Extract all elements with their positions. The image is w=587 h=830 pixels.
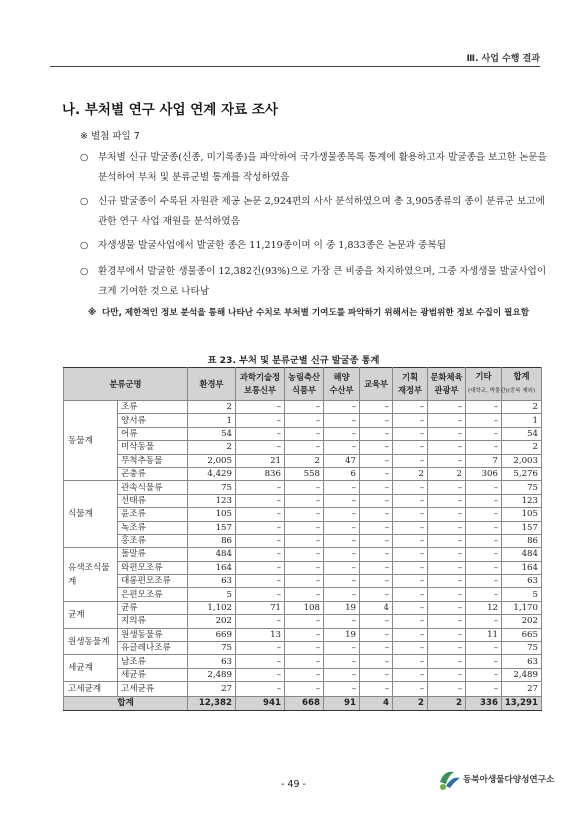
total-row — [64, 697, 542, 710]
total-value-cell: 336 — [466, 697, 502, 710]
category-cell: 녹조류 — [118, 521, 188, 534]
value-cell: – — [466, 642, 502, 655]
value-cell: – — [393, 601, 428, 614]
value-cell: – — [360, 628, 393, 641]
table-row — [64, 521, 542, 534]
category-cell: 대롱편모조류 — [118, 575, 188, 588]
value-cell: – — [236, 494, 285, 507]
attachment-note: ※ 별첨 파일 7 — [80, 131, 140, 142]
value-cell: – — [236, 668, 285, 681]
value-cell: 164 — [502, 561, 542, 574]
value-cell: – — [236, 401, 285, 414]
table-row — [64, 467, 542, 480]
value-cell: 2,003 — [502, 454, 542, 467]
total-value-cell: 2 — [428, 697, 466, 710]
total-value-cell: 941 — [236, 697, 285, 710]
value-cell: – — [285, 575, 324, 588]
value-cell: 2,489 — [502, 668, 542, 681]
value-cell: 19 — [324, 601, 360, 614]
value-cell: – — [360, 668, 393, 681]
value-cell: 27 — [502, 682, 542, 697]
value-cell: – — [285, 414, 324, 427]
value-cell: – — [360, 467, 393, 480]
value-cell: – — [285, 628, 324, 641]
value-cell: 836 — [236, 467, 285, 480]
value-cell: – — [393, 454, 428, 467]
value-cell: 669 — [188, 628, 236, 641]
value-cell: 2 — [188, 401, 236, 414]
value-cell: – — [236, 575, 285, 588]
value-cell: – — [428, 682, 466, 697]
value-cell: – — [324, 668, 360, 681]
limitation-note — [88, 305, 548, 323]
value-cell: – — [466, 655, 502, 668]
value-cell: 2 — [285, 454, 324, 467]
bullet-3 — [80, 236, 550, 256]
value-cell: – — [360, 508, 393, 521]
value-cell: – — [285, 427, 324, 440]
value-cell: 47 — [324, 454, 360, 467]
table-row — [64, 642, 542, 655]
value-cell: – — [466, 548, 502, 561]
value-cell: 54 — [188, 427, 236, 440]
value-cell: 5 — [502, 588, 542, 601]
value-cell: – — [393, 548, 428, 561]
value-cell: – — [236, 561, 285, 574]
value-cell: – — [360, 454, 393, 467]
value-cell: – — [393, 575, 428, 588]
group-name-cell: 유색조식물계 — [64, 548, 118, 602]
value-cell: 75 — [502, 642, 542, 655]
header-moe: 교육부 — [360, 368, 393, 401]
value-cell: 75 — [188, 642, 236, 655]
value-cell: 21 — [236, 454, 285, 467]
table-row — [64, 481, 542, 494]
value-cell: – — [466, 521, 502, 534]
value-cell: – — [285, 561, 324, 574]
value-cell: – — [360, 682, 393, 697]
header-rule — [50, 66, 540, 67]
header-mof: 해양 수산부 — [324, 368, 360, 401]
value-cell: – — [324, 548, 360, 561]
category-cell: 관속식물류 — [118, 481, 188, 494]
category-cell: 은편모조류 — [118, 588, 188, 601]
value-cell: – — [236, 521, 285, 534]
value-cell: 7 — [466, 454, 502, 467]
header-mafra: 농림축산 식품부 — [285, 368, 324, 401]
value-cell: – — [324, 427, 360, 440]
table-row — [64, 427, 542, 440]
category-cell: 돌말류 — [118, 548, 188, 561]
value-cell: – — [393, 534, 428, 547]
value-cell: – — [428, 655, 466, 668]
value-cell: – — [285, 481, 324, 494]
value-cell: – — [393, 668, 428, 681]
bullet-4 — [80, 262, 550, 301]
group-name-cell: 균계 — [64, 601, 118, 628]
bullet-text: 신규 발굴종이 수록된 자원관 제공 논문 2,924편의 사사 분석하였으며 총 3,905종류의 종이 분류군 보고에 관한 연구 사업 재원을 분석하였음 — [98, 196, 545, 227]
value-cell: – — [428, 668, 466, 681]
value-cell: 12 — [466, 601, 502, 614]
value-cell: – — [285, 521, 324, 534]
value-cell: – — [428, 427, 466, 440]
header-total: 합계 (중복 제외) — [502, 368, 542, 401]
value-cell: 4,429 — [188, 467, 236, 480]
value-cell: – — [360, 414, 393, 427]
value-cell: – — [324, 414, 360, 427]
group-name-cell: 고세균계 — [64, 682, 118, 697]
value-cell: – — [285, 642, 324, 655]
value-cell: – — [428, 628, 466, 641]
value-cell: 123 — [502, 494, 542, 507]
value-cell: – — [393, 642, 428, 655]
table-row — [64, 534, 542, 547]
page-number: - 49 - — [281, 779, 306, 790]
category-cell: 지의류 — [118, 615, 188, 628]
value-cell: – — [393, 494, 428, 507]
table-row — [64, 548, 542, 561]
table-row — [64, 655, 542, 668]
value-cell: – — [428, 481, 466, 494]
value-cell: 75 — [502, 481, 542, 494]
value-cell: – — [324, 682, 360, 697]
value-cell: – — [236, 508, 285, 521]
category-cell: 어류 — [118, 427, 188, 440]
table-row — [64, 494, 542, 507]
total-label: 합계 — [64, 697, 188, 710]
value-cell: – — [393, 401, 428, 414]
value-cell: – — [466, 575, 502, 588]
table-caption: 표 23. 부처 및 분류군별 신규 발굴종 통계 — [207, 355, 380, 366]
header-mosf: 기획 재정부 — [393, 368, 428, 401]
value-cell: 75 — [188, 481, 236, 494]
value-cell: – — [285, 548, 324, 561]
table-row — [64, 601, 542, 614]
total-value-cell: 668 — [285, 697, 324, 710]
table-row — [64, 441, 542, 454]
group-name-cell: 식물계 — [64, 481, 118, 548]
value-cell: – — [360, 441, 393, 454]
group-name-cell: 동물계 — [64, 401, 118, 481]
category-cell: 양서류 — [118, 414, 188, 427]
table-row — [64, 575, 542, 588]
value-cell: – — [428, 588, 466, 601]
value-cell: – — [393, 615, 428, 628]
value-cell: – — [360, 481, 393, 494]
value-cell: – — [324, 615, 360, 628]
value-cell: 2 — [428, 467, 466, 480]
value-cell: – — [428, 548, 466, 561]
value-cell: – — [324, 521, 360, 534]
value-cell: 108 — [285, 601, 324, 614]
value-cell: – — [360, 427, 393, 440]
value-cell: – — [393, 521, 428, 534]
value-cell: – — [285, 401, 324, 414]
note-text: 다만, 제한적인 정보 분석을 통해 나타난 수치로 부처별 기여도를 파악하기 위해서는 광범위한 정보 수집이 필요함 — [102, 308, 530, 318]
value-cell: – — [285, 441, 324, 454]
table-row — [64, 682, 542, 697]
value-cell: 13 — [236, 628, 285, 641]
value-cell: – — [360, 588, 393, 601]
note-marker: ※ — [88, 308, 97, 318]
category-cell: 곤충류 — [118, 467, 188, 480]
header-other: 기타 (대학교, 박물관) — [466, 368, 502, 401]
value-cell: – — [285, 682, 324, 697]
category-cell: 미삭동물 — [118, 441, 188, 454]
value-cell: – — [466, 508, 502, 521]
value-cell: 164 — [188, 561, 236, 574]
value-cell: – — [393, 414, 428, 427]
value-cell: – — [466, 668, 502, 681]
value-cell: – — [428, 601, 466, 614]
value-cell: – — [360, 521, 393, 534]
value-cell: 6 — [324, 467, 360, 480]
value-cell: 5 — [188, 588, 236, 601]
value-cell: – — [236, 548, 285, 561]
table-row — [64, 401, 542, 414]
value-cell: 157 — [188, 521, 236, 534]
value-cell: – — [393, 441, 428, 454]
value-cell: 665 — [502, 628, 542, 641]
value-cell: – — [360, 561, 393, 574]
value-cell: 4 — [360, 601, 393, 614]
value-cell: 54 — [502, 427, 542, 440]
value-cell: – — [428, 575, 466, 588]
value-cell: – — [285, 588, 324, 601]
value-cell: 123 — [188, 494, 236, 507]
category-cell: 윤조류 — [118, 508, 188, 521]
value-cell: – — [466, 534, 502, 547]
bullet-marker: ○ — [80, 266, 89, 277]
value-cell: – — [393, 682, 428, 697]
value-cell: – — [393, 427, 428, 440]
value-cell: – — [360, 655, 393, 668]
value-cell: – — [466, 414, 502, 427]
value-cell: 2,489 — [188, 668, 236, 681]
value-cell: 2 — [502, 441, 542, 454]
table-row — [64, 628, 542, 641]
value-cell: 11 — [466, 628, 502, 641]
chapter-header: Ⅲ. 사업 수행 결과 — [466, 54, 540, 64]
value-cell: – — [324, 561, 360, 574]
header-group: 분류군명 — [64, 368, 188, 401]
value-cell: – — [236, 441, 285, 454]
header-env: 환경부 — [188, 368, 236, 401]
value-cell: 86 — [188, 534, 236, 547]
section-title: 나. 부처별 연구 사업 연계 자료 조사 — [62, 102, 278, 118]
value-cell: – — [428, 561, 466, 574]
category-cell: 균류 — [118, 601, 188, 614]
group-name-cell: 세균계 — [64, 655, 118, 682]
value-cell: – — [360, 534, 393, 547]
value-cell: – — [360, 615, 393, 628]
category-cell: 유글레나조류 — [118, 642, 188, 655]
total-value-cell: 13,291 — [502, 697, 542, 710]
table-row — [64, 508, 542, 521]
value-cell: 202 — [188, 615, 236, 628]
value-cell: 558 — [285, 467, 324, 480]
bullet-1 — [80, 148, 550, 187]
bullet-text: 환경부에서 발굴한 생물종이 12,382건(93%)으로 가장 큰 비중을 차지하였으며, 그중 자생생물 발굴사업이 크게 기여한 것으로 나타남 — [98, 266, 547, 297]
value-cell: – — [393, 561, 428, 574]
value-cell: – — [428, 414, 466, 427]
header-msit: 과학기술정 보통신부 — [236, 368, 285, 401]
category-cell: 무척추동물 — [118, 454, 188, 467]
bullet-marker: ○ — [80, 152, 89, 163]
value-cell: – — [324, 642, 360, 655]
value-cell: – — [236, 615, 285, 628]
value-cell: – — [428, 454, 466, 467]
value-cell: – — [428, 615, 466, 628]
value-cell: – — [428, 508, 466, 521]
value-cell: 63 — [188, 575, 236, 588]
value-cell: 27 — [188, 682, 236, 697]
value-cell: – — [285, 668, 324, 681]
header-mcst: 문화체육 관광부 — [428, 368, 466, 401]
statistics-table — [63, 367, 542, 711]
value-cell: – — [324, 441, 360, 454]
value-cell: – — [360, 575, 393, 588]
value-cell: 157 — [502, 521, 542, 534]
value-cell: – — [466, 481, 502, 494]
value-cell: 71 — [236, 601, 285, 614]
value-cell: – — [285, 655, 324, 668]
table-row — [64, 615, 542, 628]
bullet-text: 부처별 신규 발굴종(신종, 미기록종)을 파악하여 국가생물종목록 통계에 활용하고자 발굴종을 보고한 논문을 분석하여 부처 및 분류군별 통계를 작성하였음 — [98, 152, 547, 183]
total-value-cell: 12,382 — [188, 697, 236, 710]
value-cell: 2 — [502, 401, 542, 414]
value-cell: – — [466, 615, 502, 628]
bullet-marker: ○ — [80, 196, 89, 207]
table-header-row — [64, 368, 542, 401]
value-cell: – — [428, 534, 466, 547]
value-cell: – — [324, 481, 360, 494]
value-cell: 1 — [188, 414, 236, 427]
value-cell: – — [324, 534, 360, 547]
value-cell: – — [466, 588, 502, 601]
value-cell: – — [285, 494, 324, 507]
value-cell: 484 — [502, 548, 542, 561]
value-cell: – — [428, 441, 466, 454]
value-cell: – — [360, 642, 393, 655]
value-cell: – — [393, 508, 428, 521]
value-cell: – — [466, 401, 502, 414]
bullet-marker: ○ — [80, 240, 89, 251]
value-cell: – — [324, 575, 360, 588]
total-value-cell: 91 — [324, 697, 360, 710]
value-cell: 86 — [502, 534, 542, 547]
value-cell: 19 — [324, 628, 360, 641]
value-cell: – — [466, 682, 502, 697]
table-row — [64, 561, 542, 574]
category-cell: 원생동물류 — [118, 628, 188, 641]
value-cell: 2,005 — [188, 454, 236, 467]
bullet-text: 자생생물 발굴사업에서 발굴한 종은 11,219종이며 이 중 1,833종은 논문과 중복됨 — [98, 240, 446, 251]
value-cell: – — [236, 588, 285, 601]
value-cell: – — [236, 481, 285, 494]
category-cell: 세균류 — [118, 668, 188, 681]
institute-name: 동북아생물다양성연구소 — [463, 775, 555, 785]
category-cell: 와편모조류 — [118, 561, 188, 574]
value-cell: – — [360, 548, 393, 561]
value-cell: 105 — [502, 508, 542, 521]
group-name-cell: 원생동물계 — [64, 628, 118, 655]
value-cell: 1,102 — [188, 601, 236, 614]
value-cell: – — [324, 401, 360, 414]
institute-logo-icon — [436, 766, 462, 792]
value-cell: – — [428, 401, 466, 414]
category-cell: 홍조류 — [118, 534, 188, 547]
value-cell: – — [236, 655, 285, 668]
value-cell: 105 — [188, 508, 236, 521]
value-cell: – — [236, 682, 285, 697]
category-cell: 남조류 — [118, 655, 188, 668]
value-cell: – — [324, 655, 360, 668]
table-row — [64, 414, 542, 427]
value-cell: – — [393, 588, 428, 601]
value-cell: 2 — [188, 441, 236, 454]
value-cell: – — [360, 401, 393, 414]
bullet-2 — [80, 192, 550, 231]
value-cell: 1,170 — [502, 601, 542, 614]
category-cell: 선태류 — [118, 494, 188, 507]
table-row — [64, 588, 542, 601]
value-cell: – — [466, 441, 502, 454]
value-cell: – — [466, 561, 502, 574]
value-cell: – — [236, 414, 285, 427]
value-cell: – — [285, 508, 324, 521]
value-cell: – — [324, 588, 360, 601]
value-cell: – — [236, 427, 285, 440]
total-value-cell: 2 — [393, 697, 428, 710]
value-cell: 63 — [502, 655, 542, 668]
total-value-cell: 4 — [360, 697, 393, 710]
value-cell: 1 — [502, 414, 542, 427]
table-row — [64, 668, 542, 681]
value-cell: – — [236, 642, 285, 655]
value-cell: 2 — [393, 467, 428, 480]
value-cell: – — [428, 642, 466, 655]
value-cell: – — [360, 494, 393, 507]
value-cell: – — [236, 534, 285, 547]
value-cell: – — [285, 534, 324, 547]
table-row — [64, 454, 542, 467]
value-cell: 63 — [502, 575, 542, 588]
value-cell: – — [466, 427, 502, 440]
category-cell: 고세균류 — [118, 682, 188, 697]
value-cell: – — [324, 508, 360, 521]
value-cell: – — [285, 615, 324, 628]
value-cell: 63 — [188, 655, 236, 668]
category-cell: 조류 — [118, 401, 188, 414]
value-cell: – — [393, 628, 428, 641]
value-cell: – — [393, 655, 428, 668]
value-cell: 306 — [466, 467, 502, 480]
value-cell: 5,276 — [502, 467, 542, 480]
value-cell: – — [428, 494, 466, 507]
value-cell: 202 — [502, 615, 542, 628]
value-cell: 484 — [188, 548, 236, 561]
value-cell: – — [324, 494, 360, 507]
value-cell: – — [428, 521, 466, 534]
value-cell: – — [393, 481, 428, 494]
value-cell: – — [466, 494, 502, 507]
